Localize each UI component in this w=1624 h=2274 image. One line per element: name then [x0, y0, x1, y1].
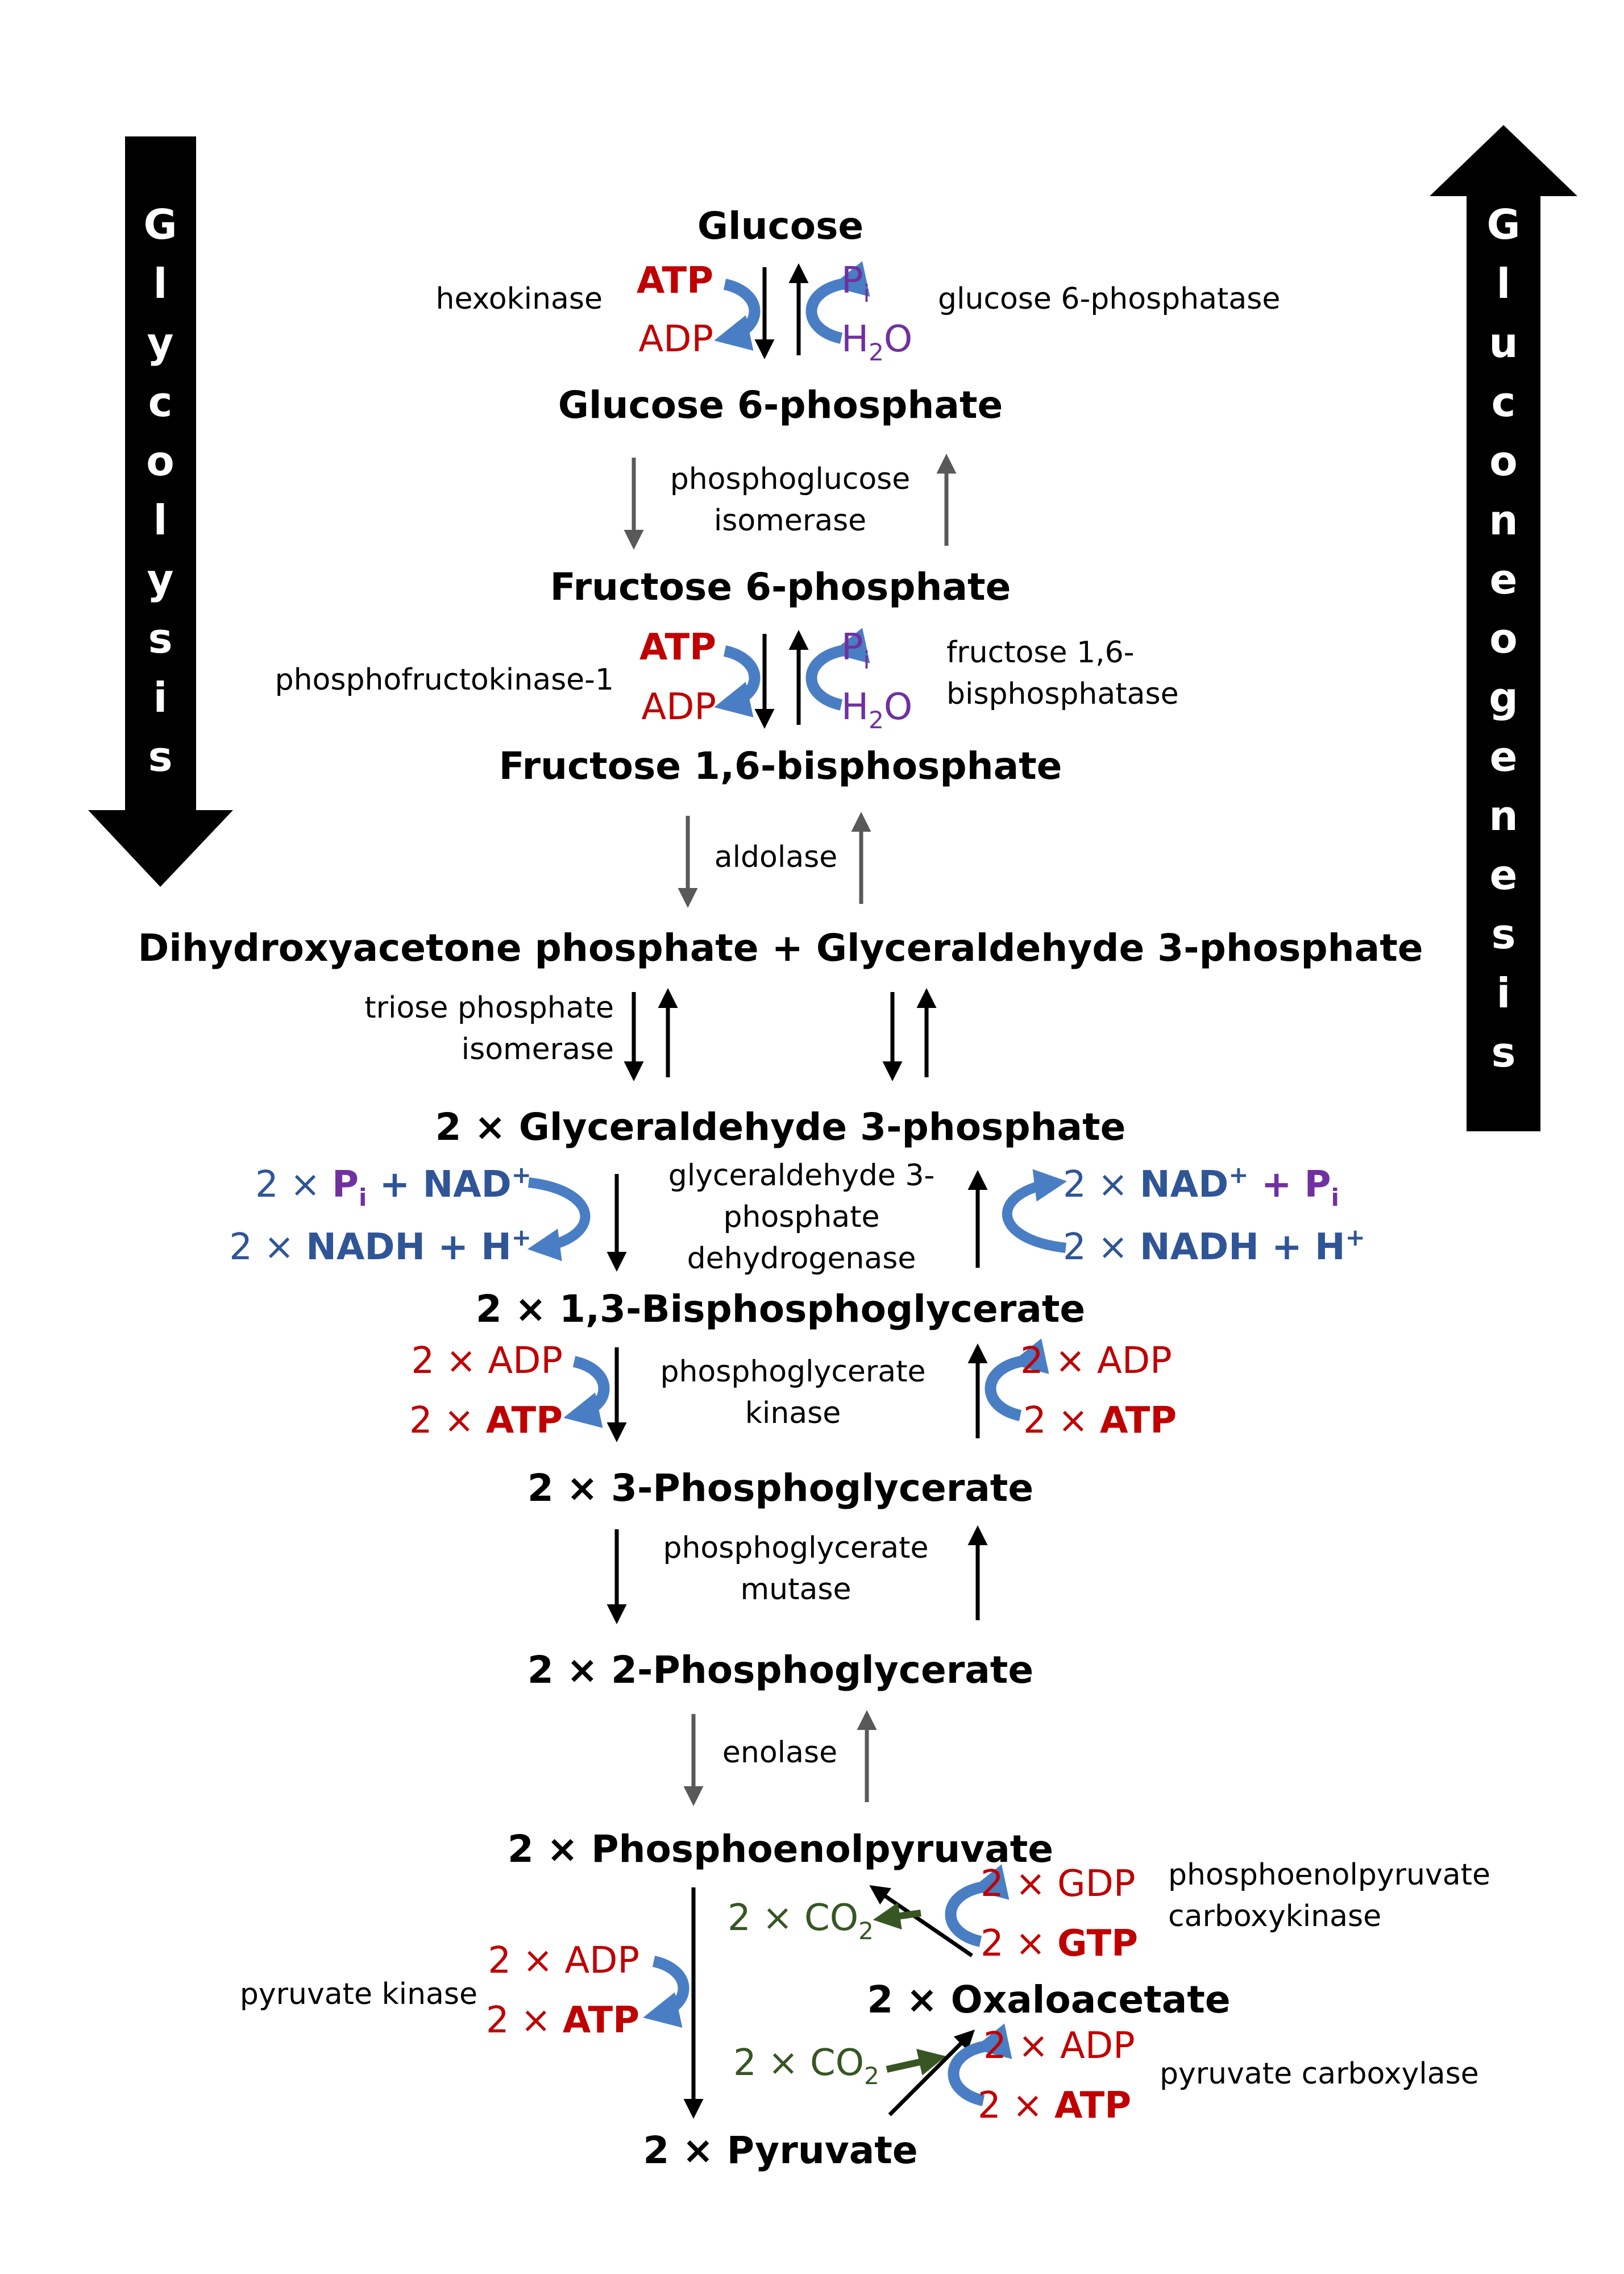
- cofactor-gdp: 2 × GDP: [981, 1863, 1136, 1905]
- metabolite-pyruvate: 2 × Pyruvate: [643, 2128, 918, 2172]
- enzyme-gapdh-line2: phosphate: [723, 1200, 880, 1234]
- enzyme-fructose-bisphosphatase-line2: bisphosphatase: [946, 677, 1179, 711]
- step-phosphoglucose-isomerase: [634, 458, 946, 546]
- gluconeogenesis-letter: o: [1489, 615, 1518, 662]
- cofactor-atp: ATP: [639, 626, 716, 669]
- cofactor-nadh-h: 2 × NADH + H+: [229, 1223, 531, 1268]
- glycolysis-arrow: [88, 136, 233, 887]
- enzyme-phosphoglucose-isomerase-line2: isomerase: [713, 504, 867, 538]
- glycolysis-letter: y: [147, 555, 174, 603]
- cofactor-h2o: $H_2O$: [841, 686, 913, 734]
- metabolite-glucose: Glucose: [697, 204, 864, 248]
- cofactor-adp: ADP: [638, 318, 713, 360]
- metabolite-fructose-1-6-bisphosphate: Fructose 1,6-bisphosphate: [499, 744, 1062, 788]
- gluconeogenesis-label: [1486, 201, 1520, 1076]
- curved-arrow: [725, 651, 755, 705]
- gluconeogenesis-letter: l: [1496, 260, 1511, 308]
- glycolysis-letter: i: [153, 674, 168, 721]
- metabolite-fructose-6-phosphate: Fructose 6-phosphate: [550, 565, 1011, 609]
- step-triose-phosphate-isomerase: [364, 991, 927, 1077]
- step-gapdh-label: [668, 1159, 935, 1276]
- cofactor-adp: 2 × ADP: [411, 1340, 563, 1382]
- metabolite-glucose-6-phosphate: Glucose 6-phosphate: [558, 383, 1003, 427]
- enzyme-gapdh-line3: dehydrogenase: [687, 1242, 916, 1276]
- curved-arrow: [529, 1182, 585, 1248]
- cofactor-pi-nad: $2 \times P_i + NAD^+$: [255, 1161, 531, 1211]
- enzyme-pyruvate-kinase: pyruvate kinase: [239, 1977, 477, 2011]
- gluconeogenesis-letter: o: [1489, 437, 1518, 485]
- cofactor-atp: 2 × ATP: [978, 2085, 1132, 2127]
- enzyme-tpi-line1: triose phosphate: [364, 991, 614, 1025]
- enzyme-phosphoglucose-isomerase-line1: phosphoglucose: [670, 462, 911, 496]
- enzyme-pyruvate-carboxylase: pyruvate carboxylase: [1160, 2057, 1479, 2091]
- metabolite-oxaloacetate: 2 × Oxaloacetate: [867, 1978, 1231, 2022]
- step-pyruvate-carboxylase: [733, 2025, 1479, 2127]
- cofactor-gtp: 2 × GTP: [981, 1923, 1138, 1965]
- metabolite-1-3-bisphosphoglycerate: 2 × 1,3-Bisphosphoglycerate: [475, 1287, 1086, 1331]
- curved-arrow: [654, 1961, 684, 2015]
- glycolysis-letter: l: [153, 260, 168, 308]
- cofactor-adp: ADP: [641, 686, 716, 728]
- cofactor-atp: 2 × ATP: [409, 1400, 563, 1442]
- gluconeogenesis-letter: e: [1489, 733, 1518, 781]
- gluconeogenesis-letter: g: [1489, 674, 1518, 721]
- step-phosphoglycerate-mutase: [617, 1529, 978, 1620]
- enzyme-pepck-line1: phosphoenolpyruvate: [1168, 1858, 1490, 1892]
- glycolysis-letter: c: [148, 378, 173, 426]
- glycolysis-letter: l: [153, 496, 168, 544]
- step-gapdh-glycolysis: [229, 1161, 617, 1268]
- glycolysis-letter: s: [148, 615, 173, 662]
- glycolysis-letter: G: [143, 201, 177, 248]
- cofactor-pi: $P_i$: [841, 626, 870, 674]
- enzyme-tpi-line2: isomerase: [461, 1032, 614, 1067]
- enzyme-pgm-line1: phosphoglycerate: [663, 1531, 929, 1565]
- curved-arrow: [1007, 1182, 1066, 1248]
- enzyme-phosphofructokinase-1: phosphofructokinase-1: [275, 663, 614, 697]
- curved-arrow: [574, 1362, 604, 1416]
- enzyme-enolase: enolase: [722, 1736, 838, 1770]
- step-pep-carboxykinase: [728, 1858, 1490, 1965]
- curved-arrow: [725, 284, 755, 338]
- step-enolase: [693, 1714, 867, 1802]
- enzyme-fructose-bisphosphatase-line1: fructose 1,6-: [946, 636, 1135, 670]
- gluconeogenesis-letter: s: [1491, 910, 1516, 958]
- metabolite-glyceraldehyde-3-phosphate: 2 × Glyceraldehyde 3-phosphate: [435, 1105, 1126, 1149]
- gluconeogenesis-letter: e: [1489, 555, 1518, 603]
- step-aldolase: [688, 816, 861, 904]
- cofactor-h2o: $H_2O$: [841, 318, 913, 366]
- metabolite-3-phosphoglycerate: 2 × 3-Phosphoglycerate: [527, 1466, 1034, 1510]
- arrow-pyruvate-to-oaa: [890, 2032, 972, 2115]
- gluconeogenesis-letter: s: [1491, 1028, 1516, 1076]
- curved-arrow: [812, 651, 842, 705]
- curved-arrow: [812, 284, 842, 338]
- curved-arrow: [991, 1362, 1021, 1416]
- cofactor-co2: $2 \times CO_2$: [733, 2042, 879, 2090]
- enzyme-pgm-line2: mutase: [740, 1572, 852, 1607]
- curved-arrow: [951, 1887, 981, 1941]
- step-fructose-bisphosphatase: [799, 626, 1179, 734]
- step-glucose-6-phosphatase: [799, 260, 1280, 366]
- enzyme-glucose-6-phosphatase: glucose 6-phosphatase: [938, 282, 1281, 316]
- co2-uptake-arrow: [887, 2058, 938, 2069]
- step-gapdh-gluconeogenesis: [978, 1161, 1365, 1268]
- step-pgk-label: [660, 1355, 925, 1430]
- cofactor-pi: $P_i$: [841, 260, 870, 308]
- enzyme-pepck-line2: carboxykinase: [1168, 1899, 1382, 1933]
- step-pgk-gluconeogenesis: [978, 1340, 1177, 1442]
- cofactor-atp: 2 × ATP: [1023, 1400, 1177, 1442]
- cofactor-adp: 2 × ADP: [983, 2025, 1135, 2067]
- enzyme-aldolase: aldolase: [714, 840, 838, 874]
- cofactor-atp: 2 × ATP: [485, 1999, 639, 2041]
- enzyme-pgk-line2: kinase: [745, 1396, 841, 1430]
- enzyme-pgk-line1: phosphoglycerate: [660, 1355, 926, 1389]
- step-hexokinase: [436, 260, 765, 360]
- cofactor-nadh-h: 2 × NADH + H+: [1063, 1223, 1365, 1268]
- gluconeogenesis-letter: u: [1489, 319, 1518, 367]
- cofactor-adp: 2 × ADP: [488, 1940, 639, 1982]
- metabolite-phosphoenolpyruvate: 2 × Phosphoenolpyruvate: [507, 1827, 1054, 1871]
- step-phosphofructokinase: [275, 626, 765, 728]
- gluconeogenesis-letter: i: [1496, 969, 1511, 1017]
- cofactor-co2: $2 \times CO_2$: [728, 1897, 874, 1945]
- enzyme-gapdh-line1: glyceraldehyde 3-: [668, 1159, 935, 1193]
- glycolysis-letter: s: [148, 733, 173, 781]
- gluconeogenesis-arrow: [1430, 125, 1577, 1131]
- glycolysis-letter: o: [146, 437, 175, 485]
- gluconeogenesis-letter: e: [1489, 851, 1518, 899]
- glycolysis-letter: y: [147, 319, 174, 367]
- gluconeogenesis-letter: G: [1486, 201, 1521, 248]
- step-pgk-glycolysis: [409, 1340, 617, 1442]
- cofactor-nad-pi: $2 \times NAD^+ + P_i$: [1063, 1161, 1339, 1211]
- step-pyruvate-kinase: [240, 1887, 693, 2115]
- gluconeogenesis-letter: n: [1489, 792, 1518, 840]
- cofactor-atp: ATP: [636, 260, 713, 302]
- cofactor-adp: 2 × ADP: [1020, 1340, 1172, 1382]
- enzyme-hexokinase: hexokinase: [435, 282, 603, 316]
- gluconeogenesis-letter: n: [1489, 496, 1518, 544]
- metabolite-2-phosphoglycerate: 2 × 2-Phosphoglycerate: [527, 1648, 1034, 1692]
- metabolite-dhap-plus-g3p: Dihydroxyacetone phosphate + Glyceraldehyde 3-phosphate: [138, 926, 1423, 970]
- gluconeogenesis-letter: c: [1491, 378, 1516, 426]
